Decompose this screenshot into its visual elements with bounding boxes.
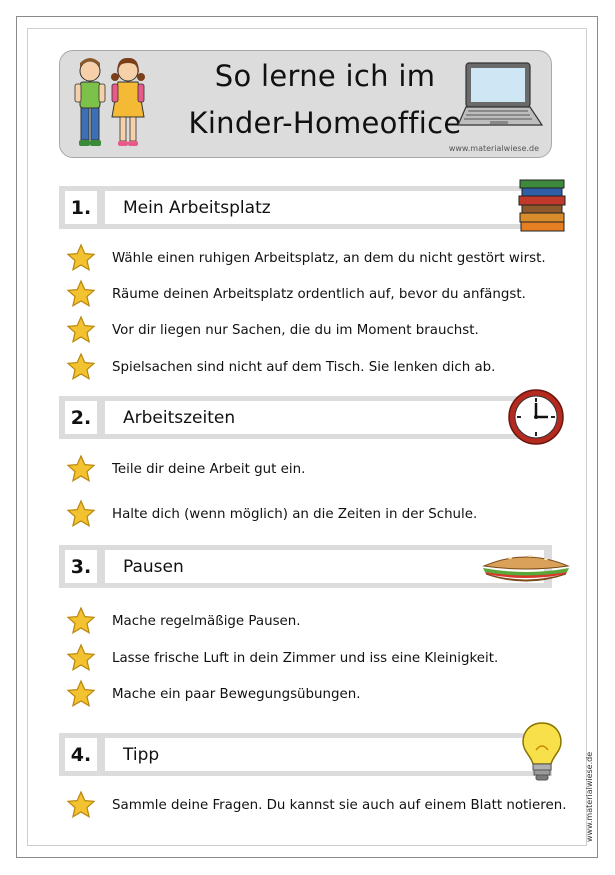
section-4-header [59,733,552,776]
star-icon [66,643,96,673]
list-item-text: Spielsachen sind nicht auf dem Tisch. Sie lenken dich ab. [112,359,496,375]
section-3-number: 3. [65,550,97,583]
header-banner [59,50,552,158]
list-item-text: Lasse frische Luft in dein Zimmer und iss eine Kleinigkeit. [112,650,499,666]
header-title [160,53,490,147]
list-item [66,679,361,709]
list-item [66,790,566,820]
star-icon [66,243,96,273]
list-item [66,279,526,309]
star-icon [66,279,96,309]
header-title-line-2: Kinder-Homeoffice [188,106,462,140]
star-icon [66,499,96,529]
list-item-text: Sammle deine Fragen. Du kannst sie auch auf einem Blatt notieren. [112,797,567,813]
star-icon [66,454,96,484]
star-icon [66,352,96,382]
star-icon [66,315,96,345]
list-item [66,643,498,673]
lightbulb-icon [520,720,564,786]
side-credit: www.materialwiese.de [585,751,594,842]
list-item-text: Vor dir liegen nur Sachen, die du im Moment brauchst. [112,322,479,338]
header-title-line-1: So lerne ich im [214,59,436,93]
header-credit: www.materialwiese.de [448,144,539,153]
section-2-header [59,396,552,439]
list-item [66,454,305,484]
list-item-text: Mache ein paar Bewegungsübungen. [112,686,361,702]
clock-icon [506,387,566,447]
list-item-text: Mache regelmäßige Pausen. [112,613,301,629]
list-item-text: Teile dir deine Arbeit gut ein. [112,461,306,477]
star-icon [66,679,96,709]
list-item [66,243,546,273]
section-2-title: Arbeitszeiten [105,401,544,434]
list-item-text: Wähle einen ruhigen Arbeitsplatz, an dem du nicht gestört wirst. [112,250,546,266]
list-item [66,499,477,529]
list-item [66,315,479,345]
list-item [66,606,301,636]
laptop-icon [456,59,546,139]
children-illustration [70,53,152,153]
sandwich-icon [480,546,572,588]
list-item-text: Halte dich (wenn möglich) an die Zeiten in der Schule. [112,506,478,522]
star-icon [66,790,96,820]
section-2-number: 2. [65,401,97,434]
section-3-header [59,545,552,588]
section-4-title: Tipp [105,738,544,771]
section-4-number: 4. [65,738,97,771]
section-1-number: 1. [65,191,97,224]
books-icon [518,178,568,234]
section-1-title: Mein Arbeitsplatz [105,191,544,224]
section-3-title: Pausen [105,550,544,583]
section-1-header [59,186,552,229]
list-item [66,352,495,382]
star-icon [66,606,96,636]
list-item-text: Räume deinen Arbeitsplatz ordentlich auf, bevor du anfängst. [112,286,526,302]
